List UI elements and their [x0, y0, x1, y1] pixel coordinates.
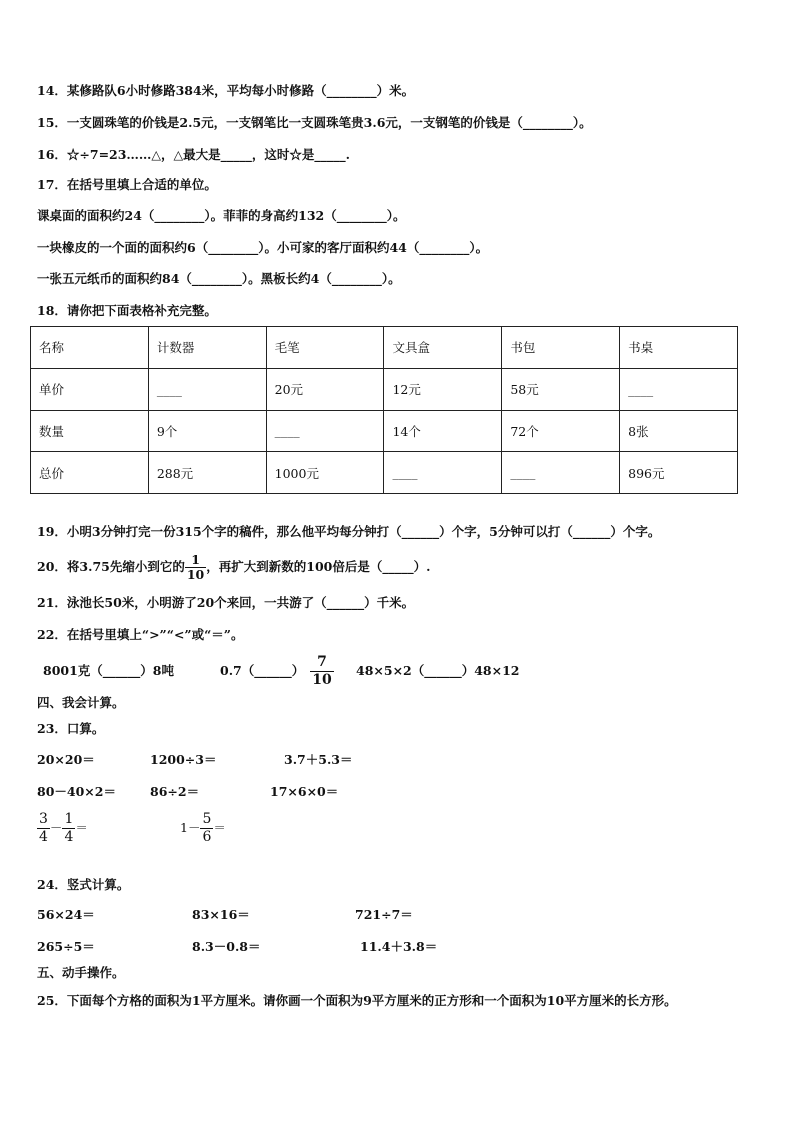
table-cell: ____ — [502, 452, 620, 494]
oral-calc: 20×20＝ — [37, 752, 95, 767]
table-cell: 14个 — [384, 410, 502, 452]
equals-sign: ＝ — [75, 820, 88, 835]
question-17-line-3: 一张五元纸币的面积约84（________）。黑板长约4（________）。 — [37, 271, 401, 286]
table-header-cell: 书包 — [502, 327, 620, 369]
table-cell: ____ — [148, 368, 266, 410]
fraction-calc-2-prefix: 1－ — [180, 820, 201, 835]
question-25: 25．下面每个方格的面积为1平方厘米。请你画一个面积为9平方厘米的正方形和一个面积为10平方厘米的长方形。 — [37, 993, 677, 1008]
table-cell: 数量 — [31, 410, 149, 452]
compare-item-3: 48×5×2（______）48×12 — [356, 663, 520, 678]
table-cell: 总价 — [31, 452, 149, 494]
table-header-row — [31, 327, 738, 369]
question-17-line-1: 课桌面的面积约24（________）。菲菲的身高约132（________）。 — [37, 208, 406, 223]
fraction-denominator: 6 — [202, 829, 212, 845]
question-24: 24．竖式计算。 — [37, 877, 130, 892]
equals-sign: ＝ — [213, 820, 226, 835]
vertical-calc: 56×24＝ — [37, 907, 95, 922]
question-15: 15．一支圆珠笔的价钱是2.5元，一支钢笔比一支圆珠笔贵3.6元，一支钢笔的价钱是（________）。 — [37, 115, 592, 130]
fraction-calc-2 — [180, 808, 226, 848]
vertical-calc: 265÷5＝ — [37, 939, 95, 954]
fraction-numerator: 1 — [185, 553, 206, 568]
table-header-cell: 书桌 — [620, 327, 738, 369]
table-row — [31, 452, 738, 494]
table-cell: 896元 — [620, 452, 738, 494]
fraction-numerator: 1 — [64, 811, 74, 827]
table-cell: ____ — [620, 368, 738, 410]
fraction — [310, 654, 333, 689]
fraction-denominator: 4 — [39, 829, 48, 845]
table-cell: ____ — [266, 410, 384, 452]
question-20 — [37, 550, 430, 584]
question-22: 22．在括号里填上“>”“<”或“＝”。 — [37, 627, 244, 642]
fraction-numerator: 3 — [39, 811, 48, 827]
question-23: 23．口算。 — [37, 721, 105, 736]
compare-item-2-prefix: 0.7（______） — [220, 663, 305, 678]
table-header-cell: 文具盒 — [384, 327, 502, 369]
question-20-suffix: ，再扩大到新数的100倍后是（_____）. — [206, 559, 431, 574]
oral-calc: 3.7＋5.3＝ — [284, 752, 353, 767]
table-cell: 1000元 — [266, 452, 384, 494]
question-18: 18．请你把下面表格补充完整。 — [37, 303, 217, 318]
table-cell: 72个 — [502, 410, 620, 452]
table-row — [31, 410, 738, 452]
table-header-cell: 计数器 — [148, 327, 266, 369]
table-cell: 9个 — [148, 410, 266, 452]
fraction-denominator: 4 — [64, 829, 74, 845]
section-four-heading: 四、我会计算。 — [37, 695, 125, 710]
table-cell: 58元 — [502, 368, 620, 410]
compare-item-1: 8001克（______）8吨 — [43, 663, 174, 678]
table-cell: 8张 — [620, 410, 738, 452]
table-row — [31, 368, 738, 410]
fraction-denominator: 10 — [312, 672, 332, 688]
table-header-cell: 毛笔 — [266, 327, 384, 369]
compare-item-2 — [220, 652, 334, 690]
table-cell: 单价 — [31, 368, 149, 410]
oral-calc: 1200÷3＝ — [150, 752, 217, 767]
fraction-denominator: 10 — [186, 567, 205, 582]
section-five-heading: 五、动手操作。 — [37, 965, 125, 980]
fraction — [37, 811, 50, 846]
table-cell: 20元 — [266, 368, 384, 410]
fraction — [185, 553, 206, 582]
fraction-numerator: 7 — [310, 654, 333, 672]
table-header-cell: 名称 — [31, 327, 149, 369]
question-17: 17．在括号里填上合适的单位。 — [37, 177, 217, 192]
vertical-calc: 721÷7＝ — [355, 907, 413, 922]
oral-calc: 17×6×0＝ — [270, 784, 339, 799]
fraction-numerator: 5 — [202, 811, 212, 827]
question-21: 21．泳池长50米，小明游了20个来回，一共游了（______）千米。 — [37, 595, 415, 610]
minus-sign: － — [49, 820, 63, 835]
table-cell: 288元 — [148, 452, 266, 494]
vertical-calc: 8.3－0.8＝ — [192, 939, 261, 954]
question-19: 19．小明3分钟打完一份315个字的稿件，那么他平均每分钟打（______）个字，5分钟可以打（______）个字。 — [37, 524, 661, 539]
table-cell: 12元 — [384, 368, 502, 410]
oral-calc: 86÷2＝ — [150, 784, 200, 799]
vertical-calc: 11.4＋3.8＝ — [360, 939, 438, 954]
vertical-calc: 83×16＝ — [192, 907, 250, 922]
table-cell: ____ — [384, 452, 502, 494]
fraction — [62, 811, 75, 846]
fraction — [200, 811, 213, 846]
fraction-calc-1 — [37, 808, 88, 848]
question-16: 16．☆÷7=23……△，△最大是_____，这时☆是_____. — [37, 147, 351, 162]
question-14: 14．某修路队6小时修路384米，平均每小时修路（________）米。 — [37, 83, 415, 98]
question-20-prefix: 20．将3.75先缩小到它的 — [37, 559, 185, 574]
oral-calc: 80－40×2＝ — [37, 784, 116, 799]
question-17-line-2: 一块橡皮的一个面的面积约6（________）。小可家的客厅面积约44（________）。 — [37, 240, 489, 255]
price-table — [30, 326, 738, 494]
